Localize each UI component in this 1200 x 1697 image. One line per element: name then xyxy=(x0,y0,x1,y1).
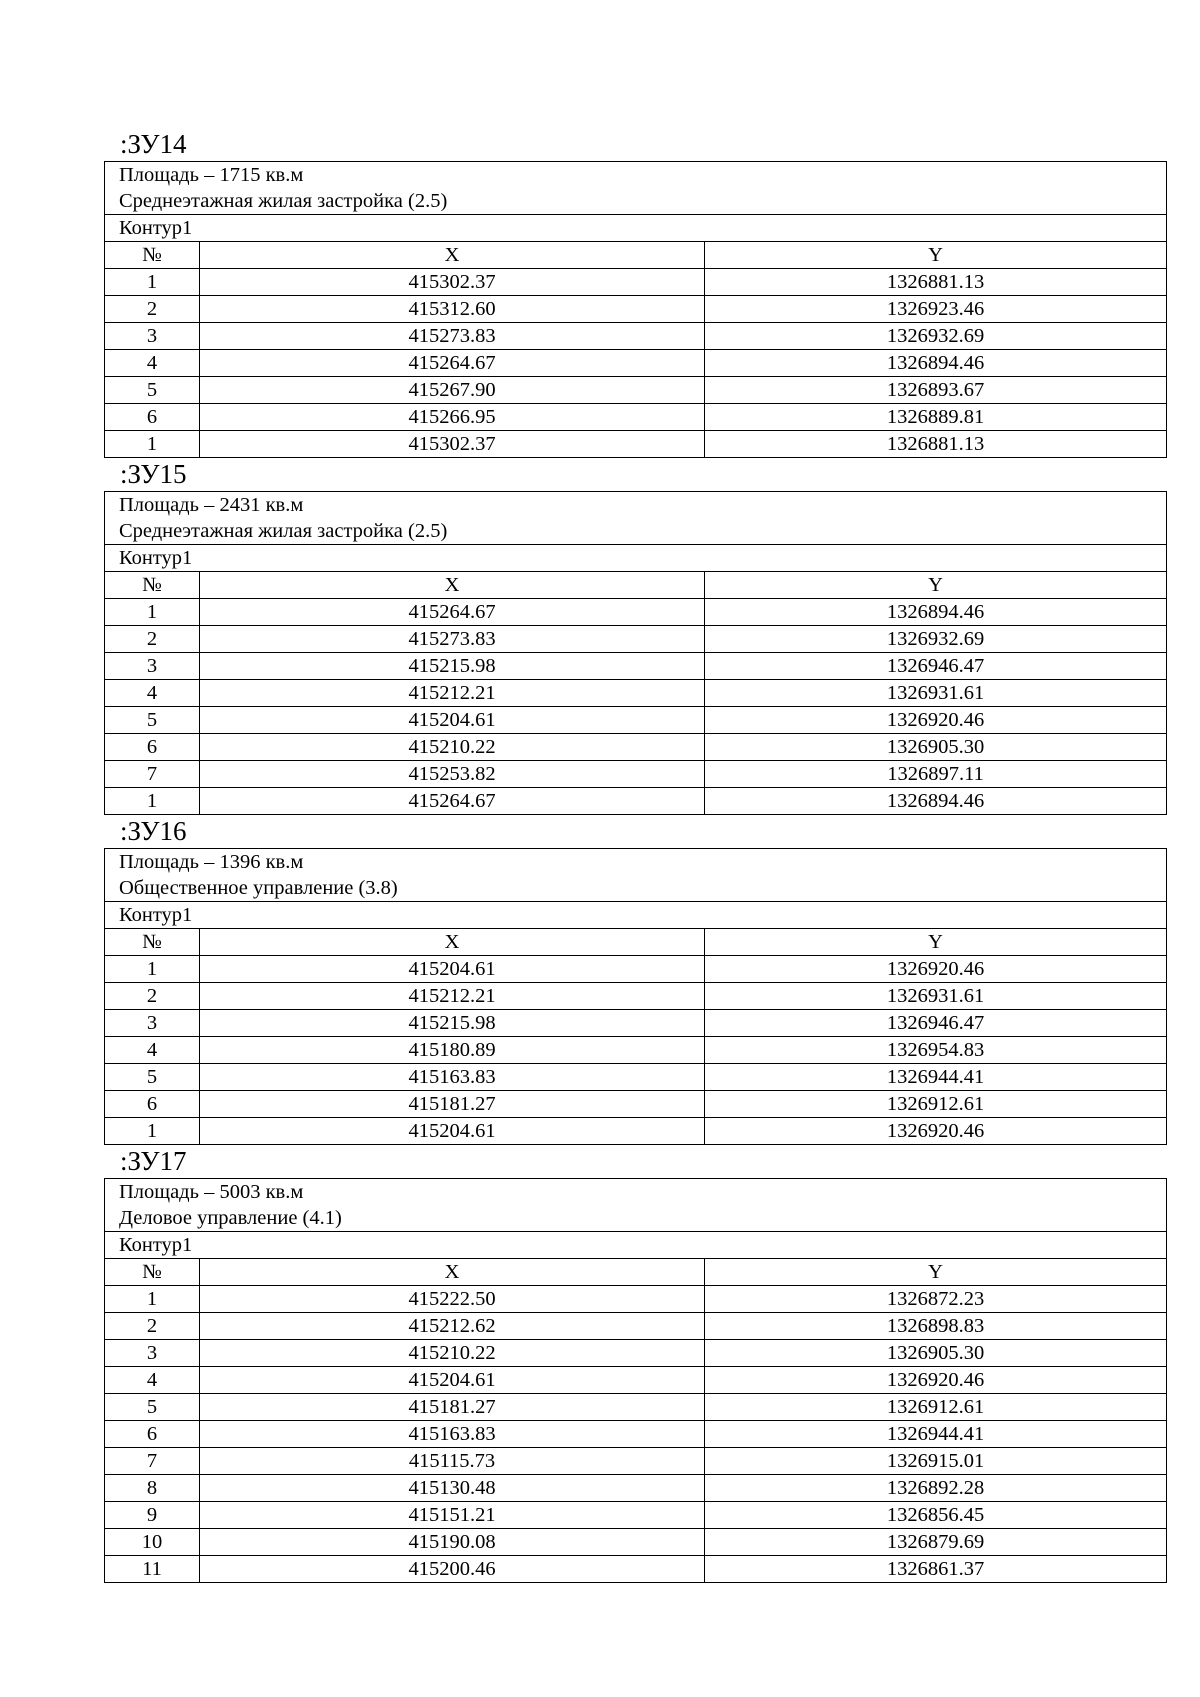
table-row xyxy=(105,707,1167,734)
x-coordinate-cell: 415264.67 xyxy=(200,599,705,626)
contour-label: Контур1 xyxy=(105,902,1167,929)
column-header-x: X xyxy=(200,572,705,599)
column-header-x: X xyxy=(200,929,705,956)
parcel-info-cell xyxy=(105,849,1167,902)
x-coordinate-cell: 415273.83 xyxy=(200,626,705,653)
column-header-number: № xyxy=(105,572,200,599)
table-row xyxy=(105,734,1167,761)
point-number-cell: 8 xyxy=(105,1475,200,1502)
y-coordinate-cell: 1326897.11 xyxy=(705,761,1167,788)
table-row xyxy=(105,1421,1167,1448)
table-header-row xyxy=(105,1259,1167,1286)
x-coordinate-cell: 415273.83 xyxy=(200,323,705,350)
parcel-info-row xyxy=(105,849,1167,902)
x-coordinate-cell: 415163.83 xyxy=(200,1064,705,1091)
contour-label: Контур1 xyxy=(105,1232,1167,1259)
x-coordinate-cell: 415204.61 xyxy=(200,707,705,734)
point-number-cell: 6 xyxy=(105,404,200,431)
contour-label: Контур1 xyxy=(105,215,1167,242)
column-header-number: № xyxy=(105,242,200,269)
point-number-cell: 4 xyxy=(105,1367,200,1394)
y-coordinate-cell: 1326889.81 xyxy=(705,404,1167,431)
x-coordinate-cell: 415181.27 xyxy=(200,1091,705,1118)
point-number-cell: 4 xyxy=(105,1037,200,1064)
point-number-cell: 3 xyxy=(105,323,200,350)
y-coordinate-cell: 1326905.30 xyxy=(705,734,1167,761)
parcel-info-cell xyxy=(105,492,1167,545)
column-header-y: Y xyxy=(705,929,1167,956)
y-coordinate-cell: 1326923.46 xyxy=(705,296,1167,323)
table-row xyxy=(105,1529,1167,1556)
table-row xyxy=(105,1556,1167,1583)
y-coordinate-cell: 1326912.61 xyxy=(705,1091,1167,1118)
point-number-cell: 2 xyxy=(105,296,200,323)
table-row xyxy=(105,431,1167,458)
table-header-row xyxy=(105,242,1167,269)
table-row xyxy=(105,296,1167,323)
y-coordinate-cell: 1326931.61 xyxy=(705,983,1167,1010)
x-coordinate-cell: 415204.61 xyxy=(200,1118,705,1145)
x-coordinate-cell: 415190.08 xyxy=(200,1529,705,1556)
parcel-info-row xyxy=(105,162,1167,215)
point-number-cell: 9 xyxy=(105,1502,200,1529)
point-number-cell: 2 xyxy=(105,1313,200,1340)
table-row xyxy=(105,599,1167,626)
x-coordinate-cell: 415212.62 xyxy=(200,1313,705,1340)
x-coordinate-cell: 415210.22 xyxy=(200,734,705,761)
point-number-cell: 1 xyxy=(105,956,200,983)
x-coordinate-cell: 415267.90 xyxy=(200,377,705,404)
point-number-cell: 4 xyxy=(105,350,200,377)
point-number-cell: 10 xyxy=(105,1529,200,1556)
y-coordinate-cell: 1326912.61 xyxy=(705,1394,1167,1421)
x-coordinate-cell: 415212.21 xyxy=(200,983,705,1010)
point-number-cell: 1 xyxy=(105,431,200,458)
y-coordinate-cell: 1326944.41 xyxy=(705,1421,1167,1448)
y-coordinate-cell: 1326881.13 xyxy=(705,431,1167,458)
y-coordinate-cell: 1326894.46 xyxy=(705,599,1167,626)
table-row xyxy=(105,1118,1167,1145)
column-header-y: Y xyxy=(705,572,1167,599)
table-row xyxy=(105,350,1167,377)
x-coordinate-cell: 415222.50 xyxy=(200,1286,705,1313)
table-row xyxy=(105,404,1167,431)
y-coordinate-cell: 1326944.41 xyxy=(705,1064,1167,1091)
table-header-row xyxy=(105,929,1167,956)
parcel-coordinates-table xyxy=(104,1178,1167,1583)
x-coordinate-cell: 415130.48 xyxy=(200,1475,705,1502)
x-coordinate-cell: 415253.82 xyxy=(200,761,705,788)
table-row xyxy=(105,1502,1167,1529)
x-coordinate-cell: 415212.21 xyxy=(200,680,705,707)
point-number-cell: 3 xyxy=(105,653,200,680)
point-number-cell: 7 xyxy=(105,1448,200,1475)
y-coordinate-cell: 1326894.46 xyxy=(705,350,1167,377)
point-number-cell: 1 xyxy=(105,269,200,296)
point-number-cell: 2 xyxy=(105,626,200,653)
y-coordinate-cell: 1326898.83 xyxy=(705,1313,1167,1340)
table-row xyxy=(105,761,1167,788)
table-row xyxy=(105,1448,1167,1475)
point-number-cell: 3 xyxy=(105,1010,200,1037)
parcel-title: :ЗУ17 xyxy=(120,1146,187,1176)
table-row xyxy=(105,626,1167,653)
parcel-info-row xyxy=(105,1179,1167,1232)
parcel-permitted-use: Деловое управление (4.1) xyxy=(119,1207,342,1229)
parcel-area: Площадь – 5003 кв.м xyxy=(119,1181,304,1203)
table-row xyxy=(105,1037,1167,1064)
column-header-x: X xyxy=(200,242,705,269)
x-coordinate-cell: 415215.98 xyxy=(200,1010,705,1037)
table-row xyxy=(105,1010,1167,1037)
y-coordinate-cell: 1326894.46 xyxy=(705,788,1167,815)
point-number-cell: 5 xyxy=(105,377,200,404)
point-number-cell: 6 xyxy=(105,1091,200,1118)
y-coordinate-cell: 1326920.46 xyxy=(705,1367,1167,1394)
parcel-permitted-use: Среднеэтажная жилая застройка (2.5) xyxy=(119,520,448,542)
x-coordinate-cell: 415210.22 xyxy=(200,1340,705,1367)
y-coordinate-cell: 1326954.83 xyxy=(705,1037,1167,1064)
table-row xyxy=(105,956,1167,983)
point-number-cell: 5 xyxy=(105,1064,200,1091)
point-number-cell: 1 xyxy=(105,1118,200,1145)
parcel-title: :ЗУ16 xyxy=(120,816,187,846)
x-coordinate-cell: 415180.89 xyxy=(200,1037,705,1064)
y-coordinate-cell: 1326920.46 xyxy=(705,1118,1167,1145)
y-coordinate-cell: 1326915.01 xyxy=(705,1448,1167,1475)
x-coordinate-cell: 415115.73 xyxy=(200,1448,705,1475)
y-coordinate-cell: 1326920.46 xyxy=(705,956,1167,983)
parcel-title: :ЗУ15 xyxy=(120,459,187,489)
parcel-title: :ЗУ14 xyxy=(120,129,187,159)
contour-row xyxy=(105,215,1167,242)
point-number-cell: 2 xyxy=(105,983,200,1010)
x-coordinate-cell: 415204.61 xyxy=(200,956,705,983)
point-number-cell: 6 xyxy=(105,734,200,761)
column-header-y: Y xyxy=(705,1259,1167,1286)
y-coordinate-cell: 1326861.37 xyxy=(705,1556,1167,1583)
y-coordinate-cell: 1326872.23 xyxy=(705,1286,1167,1313)
x-coordinate-cell: 415264.67 xyxy=(200,788,705,815)
x-coordinate-cell: 415200.46 xyxy=(200,1556,705,1583)
table-row xyxy=(105,377,1167,404)
point-number-cell: 5 xyxy=(105,1394,200,1421)
table-row xyxy=(105,653,1167,680)
x-coordinate-cell: 415266.95 xyxy=(200,404,705,431)
y-coordinate-cell: 1326932.69 xyxy=(705,323,1167,350)
y-coordinate-cell: 1326893.67 xyxy=(705,377,1167,404)
point-number-cell: 7 xyxy=(105,761,200,788)
contour-row xyxy=(105,1232,1167,1259)
parcel-area: Площадь – 1715 кв.м xyxy=(119,164,304,186)
column-header-number: № xyxy=(105,1259,200,1286)
y-coordinate-cell: 1326931.61 xyxy=(705,680,1167,707)
point-number-cell: 1 xyxy=(105,1286,200,1313)
table-row xyxy=(105,1394,1167,1421)
y-coordinate-cell: 1326879.69 xyxy=(705,1529,1167,1556)
y-coordinate-cell: 1326892.28 xyxy=(705,1475,1167,1502)
y-coordinate-cell: 1326932.69 xyxy=(705,626,1167,653)
point-number-cell: 5 xyxy=(105,707,200,734)
table-header-row xyxy=(105,572,1167,599)
table-row xyxy=(105,323,1167,350)
parcel-coordinates-table xyxy=(104,848,1167,1145)
parcel-info-cell xyxy=(105,1179,1167,1232)
point-number-cell: 4 xyxy=(105,680,200,707)
table-row xyxy=(105,788,1167,815)
table-row xyxy=(105,1340,1167,1367)
contour-row xyxy=(105,902,1167,929)
column-header-x: X xyxy=(200,1259,705,1286)
table-row xyxy=(105,1475,1167,1502)
y-coordinate-cell: 1326905.30 xyxy=(705,1340,1167,1367)
contour-row xyxy=(105,545,1167,572)
y-coordinate-cell: 1326881.13 xyxy=(705,269,1167,296)
x-coordinate-cell: 415151.21 xyxy=(200,1502,705,1529)
x-coordinate-cell: 415264.67 xyxy=(200,350,705,377)
parcel-coordinates-table xyxy=(104,161,1167,458)
table-row xyxy=(105,1313,1167,1340)
x-coordinate-cell: 415302.37 xyxy=(200,269,705,296)
point-number-cell: 3 xyxy=(105,1340,200,1367)
table-row xyxy=(105,1286,1167,1313)
x-coordinate-cell: 415312.60 xyxy=(200,296,705,323)
y-coordinate-cell: 1326946.47 xyxy=(705,653,1167,680)
point-number-cell: 6 xyxy=(105,1421,200,1448)
table-row xyxy=(105,983,1167,1010)
parcel-area: Площадь – 2431 кв.м xyxy=(119,494,304,516)
contour-label: Контур1 xyxy=(105,545,1167,572)
parcel-coordinates-table xyxy=(104,491,1167,815)
parcel-area: Площадь – 1396 кв.м xyxy=(119,851,304,873)
table-row xyxy=(105,1091,1167,1118)
table-row xyxy=(105,1064,1167,1091)
parcel-permitted-use: Общественное управление (3.8) xyxy=(119,877,398,899)
point-number-cell: 1 xyxy=(105,788,200,815)
y-coordinate-cell: 1326856.45 xyxy=(705,1502,1167,1529)
column-header-y: Y xyxy=(705,242,1167,269)
y-coordinate-cell: 1326946.47 xyxy=(705,1010,1167,1037)
table-row xyxy=(105,269,1167,296)
parcel-info-cell xyxy=(105,162,1167,215)
table-row xyxy=(105,680,1167,707)
x-coordinate-cell: 415181.27 xyxy=(200,1394,705,1421)
column-header-number: № xyxy=(105,929,200,956)
table-row xyxy=(105,1367,1167,1394)
point-number-cell: 11 xyxy=(105,1556,200,1583)
point-number-cell: 1 xyxy=(105,599,200,626)
x-coordinate-cell: 415163.83 xyxy=(200,1421,705,1448)
parcel-permitted-use: Среднеэтажная жилая застройка (2.5) xyxy=(119,190,448,212)
x-coordinate-cell: 415204.61 xyxy=(200,1367,705,1394)
parcel-info-row xyxy=(105,492,1167,545)
x-coordinate-cell: 415215.98 xyxy=(200,653,705,680)
document-body xyxy=(104,128,1166,1583)
y-coordinate-cell: 1326920.46 xyxy=(705,707,1167,734)
x-coordinate-cell: 415302.37 xyxy=(200,431,705,458)
